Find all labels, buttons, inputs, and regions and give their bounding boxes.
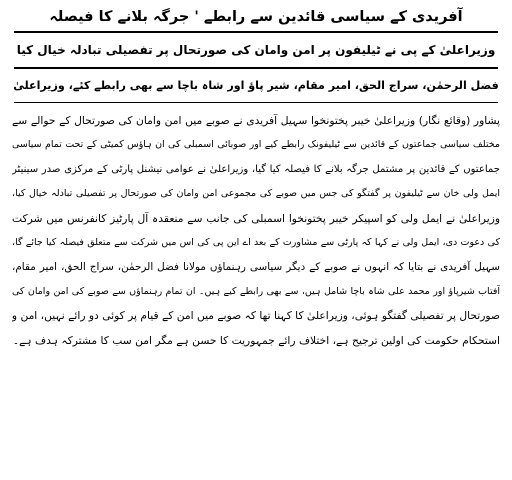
divider <box>14 67 498 69</box>
body-line: آفتاب شیرپاؤ اور محمد علی شاہ باچا شامل ہیں، سے بھی رابطے کیے ہیں۔ ان تمام رہنماؤں سے صوبے کی امن وامان کی <box>12 285 500 297</box>
body-line: کی دعوت دی، ایمل ولی نے کہا کہ پارٹی سے مشاورت کے بعد اے این پی کی اس میں شرکت سے متعلق فیصلہ کیا جائے گا، <box>12 237 500 249</box>
body-line: استحکام حکومت کی اولین ترجیح ہے، اختلاف رائے جمہوریت کا حسن ہے مگر امن سب کا مشترکہ ہدف ہے۔ <box>12 333 500 347</box>
article-body <box>12 109 500 353</box>
headline: آفریدی کے سیاسی قائدین سے رابطے ' جرگہ بلانے کا فیصلہ <box>49 9 463 25</box>
body-line: مختلف سیاسی جماعتوں کے قائدین سے ٹیلیفونک رابطے کیے اور صوبائی اسمبلی کی ان ہاؤس کمیٹی کے تحت تمام سیاسی <box>12 139 500 151</box>
subheadline-2: فضل الرحمٰن، سراج الحق، امیر مقام، شیر پاؤ اور شاہ باچا سے بھی رابطے کئے، وزیراعلیٰ <box>13 79 499 92</box>
subheadline-1: وزیراعلیٰ کے پی نے ٹیلیفون پر امن وامان کی صورتحال پر تفصیلی تبادلہ خیال کیا <box>16 43 496 57</box>
divider <box>14 102 498 103</box>
body-line: صورتحال پر تفصیلی گفتگو ہوئی، وزیراعلیٰ کا کہنا تھا کہ صوبے میں امن کے قیام پر کوئی دو رائے نہیں، امن و <box>12 309 500 323</box>
body-line: پشاور (وقائع نگار) وزیراعلیٰ خیبر پختونخوا سہیل آفریدی نے صوبے میں امن وامان کی صورتحال کے حوالے سے <box>12 114 500 127</box>
body-line: ایمل ولی خان سے ٹیلیفون پر گفتگو کی جس میں صوبے کی مجموعی امن وامان کی صورتحال پر تفصیلی تبادلہ خیال کیا، <box>12 188 500 200</box>
body-line: جماعتوں کے قائدین پر مشتمل جرگہ بلانے کا فیصلہ کیا گیا، وزیراعلیٰ نے عوامی نیشنل پارٹی کے مرکزی صدر سینیٹر <box>12 163 500 175</box>
body-line: وزیراعلیٰ نے ایمل ولی کو اسپیکر خیبر پختونخوا اسمبلی کی جانب سے منعقدہ آل پارٹیز کانفرنس میں شرکت <box>12 211 500 225</box>
divider <box>14 31 498 33</box>
body-line: سہیل آفریدی نے بتایا کہ انہوں نے صوبے کے دیگر سیاسی رہنماؤں مولانا فضل الرحمٰن، سراج الحق، امیر مقام، <box>12 261 500 274</box>
